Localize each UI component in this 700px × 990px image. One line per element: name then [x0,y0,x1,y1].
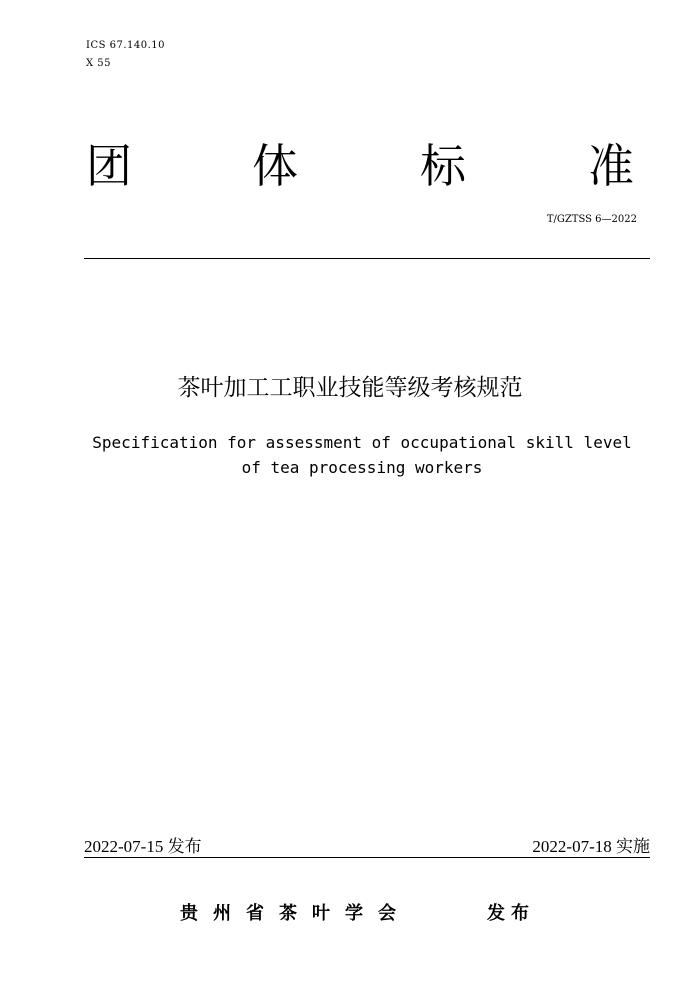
ics-code: ICS 67.140.10 [86,40,166,51]
title-english-line-1: Specification for assessment of occupational skill level [92,433,632,452]
standard-type-char-1: 团 [86,139,132,193]
standard-type-char-2: 体 [252,139,298,193]
publisher-name: 贵州省茶叶学会 [180,903,411,924]
classification-code: X 55 [86,58,112,69]
top-divider [84,258,650,259]
bottom-divider [84,857,650,858]
implementation-date: 2022-07-18 实施 [532,837,650,856]
title-english-line-2: of tea processing workers [241,458,483,477]
publish-date: 2022-07-15 发布 [84,837,202,856]
standard-number: T/GZTSS 6—2022 [546,214,637,225]
publish-label: 发布 [487,903,535,924]
title-chinese: 茶叶加工工职业技能等级考核规范 [177,375,523,401]
title-english [60,430,664,480]
standard-type-char-3: 标 [420,139,466,193]
standard-type-char-4: 准 [588,139,634,193]
